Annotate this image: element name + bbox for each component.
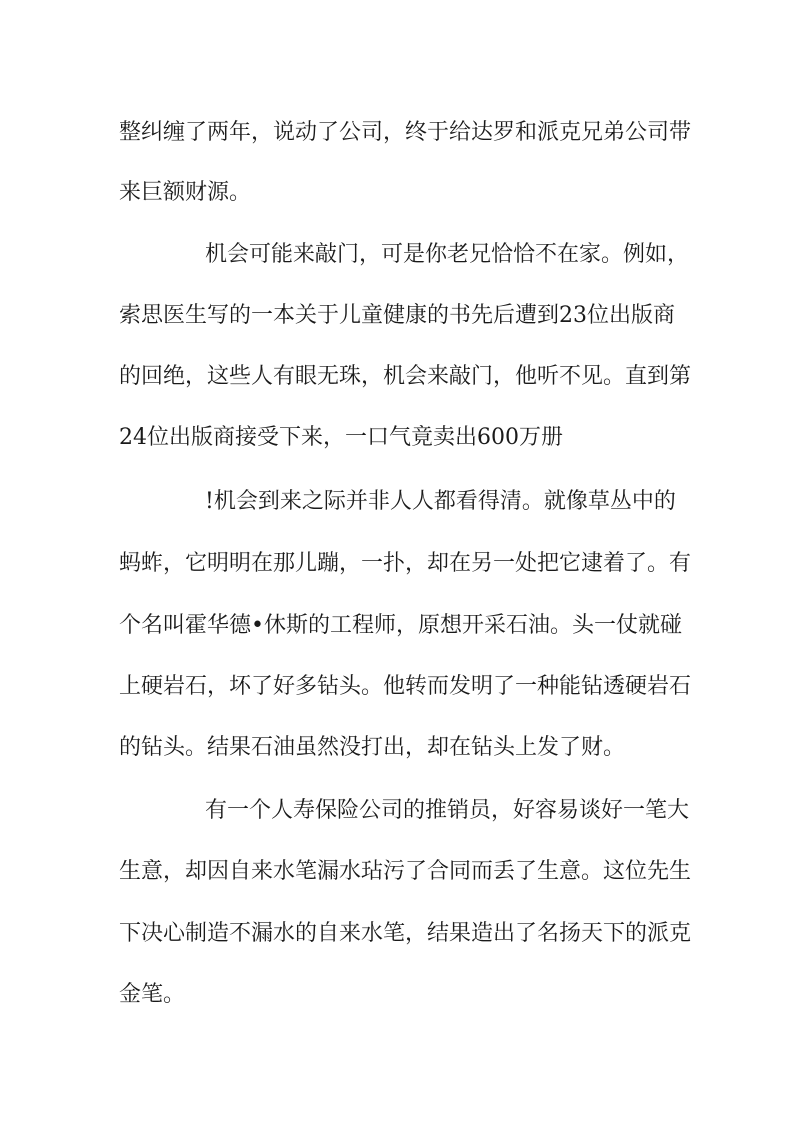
text-line: 24位出版商接受下来，一口气竟卖出600万册 [119,425,563,450]
paragraph-start-line: 机会可能来敲门，可是你老兄恰恰不在家。例如， [205,242,690,267]
paragraph-start-line: 有一个人寿保险公司的推销员，好容易谈好一笔大 [205,798,690,823]
text-line: 的回绝，这些人有眼无珠，机会来敲门，他听不见。直到第 [119,364,692,389]
text-line: 整纠缠了两年，说动了公司，终于给达罗和派克兄弟公司带 [119,120,692,145]
paragraph-start-line: !机会到来之际并非人人都看得清。就像草丛中的 [205,489,676,514]
text-line: 生意，却因自来水笔漏水玷污了合同而丢了生意。这位先生 [119,859,692,884]
text-line: 的钻头。结果石油虽然没打出，却在钻头上发了财。 [119,735,626,760]
text-line: 来巨额财源。 [119,180,252,205]
text-line: 蚂蚱，它明明在那儿蹦，一扑，却在另一处把它逮着了。有 [119,551,692,576]
text-line: 个名叫霍华德•休斯的工程师，原想开采石油。头一仗就碰 [119,613,682,638]
text-line: 金笔。 [119,982,186,1007]
text-line: 索思医生写的一本关于儿童健康的书先后遭到23位出版商 [119,303,675,328]
text-line: 上硬岩石，坏了好多钻头。他转而发明了一种能钻透硬岩石 [119,674,692,699]
text-line: 下决心制造不漏水的自来水笔，结果造出了名扬天下的派克 [119,921,692,946]
